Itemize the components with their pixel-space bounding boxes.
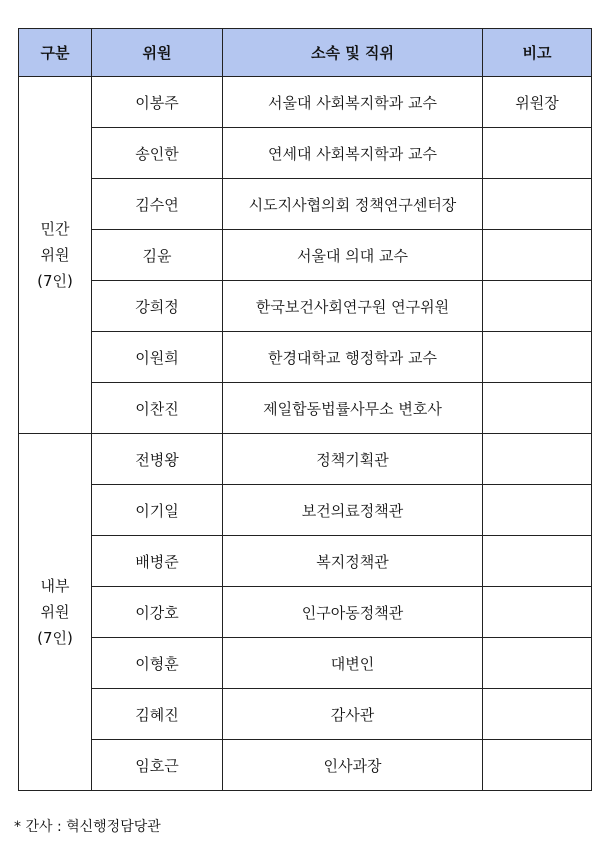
- cell-note: [483, 485, 592, 536]
- cell-position: 시도지사협의회 정책연구센터장: [223, 179, 483, 230]
- cell-position: 대변인: [223, 638, 483, 689]
- cell-name: 임호근: [92, 740, 223, 791]
- cell-position: 연세대 사회복지학과 교수: [223, 128, 483, 179]
- cell-position: 제일합동법률사무소 변호사: [223, 383, 483, 434]
- table-row: [19, 128, 592, 179]
- group-label-line: 민간: [40, 220, 70, 238]
- cell-note: [483, 332, 592, 383]
- cell-note: [483, 434, 592, 485]
- cell-name: 이형훈: [92, 638, 223, 689]
- cell-position: 한국보건사회연구원 연구위원: [223, 281, 483, 332]
- cell-note: [483, 587, 592, 638]
- cell-name: 이강호: [92, 587, 223, 638]
- table-row: [19, 740, 592, 791]
- cell-note: [483, 689, 592, 740]
- group-label-line: 내부: [40, 577, 70, 595]
- cell-note: [483, 230, 592, 281]
- cell-name: 전병왕: [92, 434, 223, 485]
- cell-position: 인구아동정책관: [223, 587, 483, 638]
- cell-name: 김윤: [92, 230, 223, 281]
- cell-note: [483, 536, 592, 587]
- cell-name: 이원희: [92, 332, 223, 383]
- table-row: [19, 179, 592, 230]
- cell-note: [483, 128, 592, 179]
- table-row: [19, 485, 592, 536]
- group-label-line: 위원: [40, 603, 70, 621]
- cell-position: 서울대 사회복지학과 교수: [223, 77, 483, 128]
- cell-position: 감사관: [223, 689, 483, 740]
- table-row: [19, 332, 592, 383]
- cell-name: 배병준: [92, 536, 223, 587]
- cell-position: 정책기획관: [223, 434, 483, 485]
- table-row: [19, 638, 592, 689]
- cell-name: 김혜진: [92, 689, 223, 740]
- cell-name: 이찬진: [92, 383, 223, 434]
- cell-note: [483, 383, 592, 434]
- group-label: [19, 77, 92, 434]
- table-row: [19, 689, 592, 740]
- committee-table: [18, 28, 592, 791]
- header-category: 구분: [19, 29, 92, 77]
- cell-position: 복지정책관: [223, 536, 483, 587]
- cell-name: 송인한: [92, 128, 223, 179]
- header-affiliation: 소속 및 직위: [223, 29, 483, 77]
- cell-note: [483, 179, 592, 230]
- cell-position: 서울대 의대 교수: [223, 230, 483, 281]
- cell-note: 위원장: [483, 77, 592, 128]
- table-row: [19, 587, 592, 638]
- cell-name: 이기일: [92, 485, 223, 536]
- group-label-line: (7인): [37, 629, 73, 647]
- cell-position: 한경대학교 행정학과 교수: [223, 332, 483, 383]
- table-row: [19, 77, 592, 128]
- cell-name: 이봉주: [92, 77, 223, 128]
- header-note: 비고: [483, 29, 592, 77]
- header-member: 위원: [92, 29, 223, 77]
- cell-position: 보건의료정책관: [223, 485, 483, 536]
- footnote: * 간사 : 혁신행정담당관: [14, 819, 161, 835]
- cell-note: [483, 638, 592, 689]
- table-row: [19, 281, 592, 332]
- table-row: [19, 383, 592, 434]
- header-row: [19, 29, 592, 77]
- cell-note: [483, 281, 592, 332]
- table-row: [19, 230, 592, 281]
- table-row: [19, 536, 592, 587]
- cell-position: 인사과장: [223, 740, 483, 791]
- cell-name: 강희정: [92, 281, 223, 332]
- group-label-line: 위원: [40, 246, 70, 264]
- cell-name: 김수연: [92, 179, 223, 230]
- group-label-line: (7인): [37, 272, 73, 290]
- cell-note: [483, 740, 592, 791]
- group-label: [19, 434, 92, 791]
- table-row: [19, 434, 592, 485]
